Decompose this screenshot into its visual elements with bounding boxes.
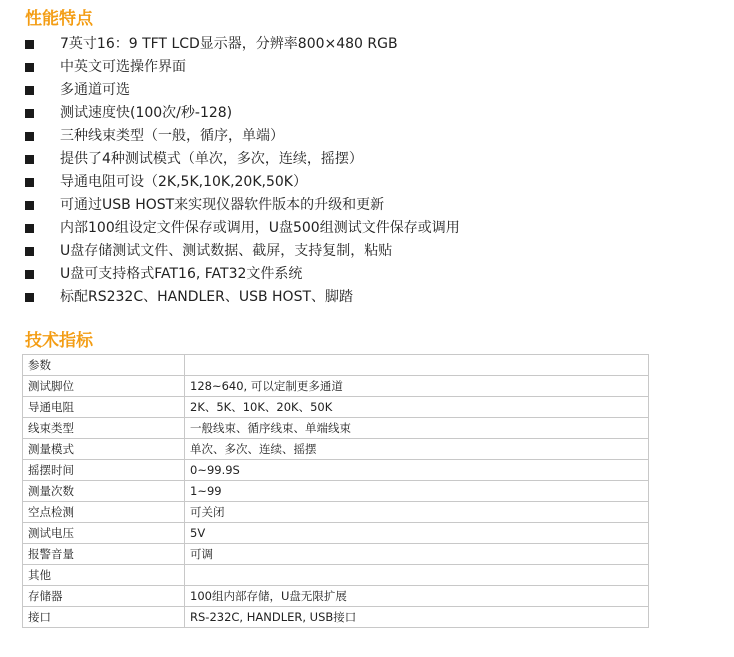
table-row [23, 607, 649, 628]
feature-text: U盘可支持格式FAT16, FAT32文件系统 [60, 266, 303, 282]
feature-text: 7英寸16：9 TFT LCD显示器，分辨率800×480 RGB [60, 36, 398, 52]
feature-text: 三种线束类型（一般，循序，单端） [60, 128, 284, 144]
spec-label: 存储器 [23, 586, 185, 607]
table-row [23, 523, 649, 544]
feature-text: 测试速度快(100次/秒-128) [60, 105, 233, 121]
feature-item [25, 102, 460, 125]
specs-heading: 技术指标 [25, 331, 93, 351]
table-row [23, 418, 649, 439]
feature-text: 内部100组设定文件保存或调用，U盘500组测试文件保存或调用 [60, 220, 460, 236]
spec-value: 可关闭 [185, 502, 649, 523]
feature-item [25, 125, 460, 148]
feature-item [25, 79, 460, 102]
square-bullet-icon [25, 40, 34, 49]
spec-value: 单次、多次、连续、摇摆 [185, 439, 649, 460]
table-row [23, 355, 649, 376]
feature-text: 多通道可选 [60, 82, 130, 98]
features-heading: 性能特点 [25, 9, 93, 29]
square-bullet-icon [25, 63, 34, 72]
table-row [23, 439, 649, 460]
spec-value: 2K、5K、10K、20K、50K [185, 397, 649, 418]
feature-item [25, 171, 460, 194]
square-bullet-icon [25, 293, 34, 302]
spec-label: 接口 [23, 607, 185, 628]
table-row [23, 565, 649, 586]
spec-value [185, 565, 649, 586]
feature-text: 中英文可选操作界面 [60, 59, 186, 75]
feature-item [25, 286, 460, 309]
feature-text: U盘存储测试文件、测试数据、截屏，支持复制，粘贴 [60, 243, 393, 259]
spec-label: 测量次数 [23, 481, 185, 502]
square-bullet-icon [25, 224, 34, 233]
spec-label: 测量模式 [23, 439, 185, 460]
spec-value: RS-232C, HANDLER, USB接口 [185, 607, 649, 628]
square-bullet-icon [25, 247, 34, 256]
feature-item [25, 56, 460, 79]
table-row [23, 502, 649, 523]
feature-text: 提供了4种测试模式（单次，多次，连续，摇摆） [60, 151, 363, 167]
feature-list [25, 33, 460, 309]
square-bullet-icon [25, 86, 34, 95]
table-row [23, 376, 649, 397]
spec-label: 摇摆时间 [23, 460, 185, 481]
table-row [23, 544, 649, 565]
spec-label: 线束类型 [23, 418, 185, 439]
spec-label: 导通电阻 [23, 397, 185, 418]
spec-label: 测试脚位 [23, 376, 185, 397]
spec-value: 5V [185, 523, 649, 544]
feature-text: 导通电阻可设（2K,5K,10K,20K,50K） [60, 174, 307, 190]
spec-value: 一般线束、循序线束、单端线束 [185, 418, 649, 439]
square-bullet-icon [25, 132, 34, 141]
spec-value: 100组内部存储，U盘无限扩展 [185, 586, 649, 607]
feature-item [25, 263, 460, 286]
spec-table [22, 354, 649, 628]
spec-value: 128~640, 可以定制更多通道 [185, 376, 649, 397]
square-bullet-icon [25, 178, 34, 187]
feature-item [25, 217, 460, 240]
spec-value [185, 355, 649, 376]
feature-item [25, 148, 460, 171]
feature-item [25, 33, 460, 56]
feature-item [25, 194, 460, 217]
spec-label: 空点检测 [23, 502, 185, 523]
table-row [23, 586, 649, 607]
table-row [23, 460, 649, 481]
spec-value: 1~99 [185, 481, 649, 502]
square-bullet-icon [25, 201, 34, 210]
spec-label: 参数 [23, 355, 185, 376]
table-row [23, 481, 649, 502]
spec-label: 其他 [23, 565, 185, 586]
square-bullet-icon [25, 155, 34, 164]
spec-label: 测试电压 [23, 523, 185, 544]
spec-value: 可调 [185, 544, 649, 565]
spec-label: 报警音量 [23, 544, 185, 565]
feature-text: 标配RS232C、HANDLER、USB HOST、脚踏 [60, 289, 354, 305]
feature-text: 可通过USB HOST来实现仪器软件版本的升级和更新 [60, 197, 385, 213]
spec-value: 0~99.9S [185, 460, 649, 481]
table-row [23, 397, 649, 418]
square-bullet-icon [25, 109, 34, 118]
feature-item [25, 240, 460, 263]
square-bullet-icon [25, 270, 34, 279]
